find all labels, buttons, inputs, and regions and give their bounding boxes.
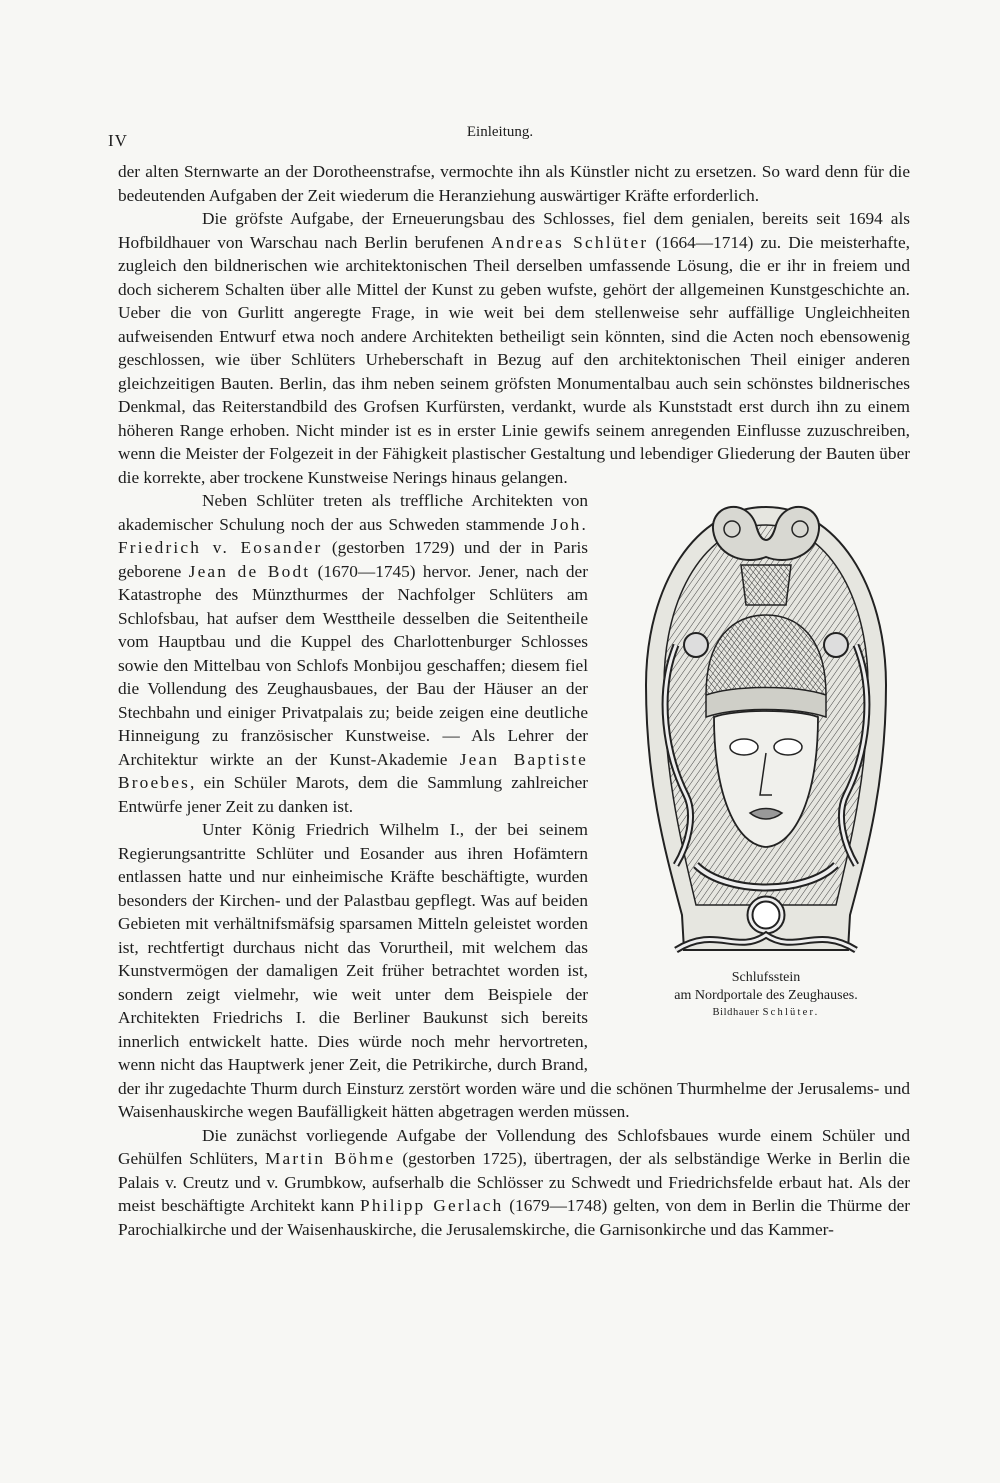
figure-caption-title: Schlufsstein xyxy=(731,970,801,985)
paragraph-5 xyxy=(118,1124,910,1242)
name-martin-boehme: Martin Böhme xyxy=(264,1149,396,1168)
name-broebes: Jean Baptiste Broebes xyxy=(118,749,588,792)
paragraph-1: der alten Sternwarte an der Dorotheenstrafse, vermochte ihn als Künstler nicht zu ersetzen. So ward denn für die bedeutenden Aufgaben der Zeit wiederum die Heranziehung auswärtiger Kräfte erforderlich. xyxy=(118,162,910,205)
running-head: Einleitung. xyxy=(466,124,534,140)
keystone-medusa-illustration xyxy=(636,495,896,965)
figure-caption-credit-prefix: Bildhauer xyxy=(712,1007,760,1018)
figure-caption-credit-name: Schlüter. xyxy=(762,1007,820,1018)
paragraph-5-part-c: (1679—1748) gelten, von dem in Berlin die Thürme der Parochialkirche und der Waisenhauskirche, die Jerusalemskirche, die Garnisonkirche und das Kammer- xyxy=(118,1196,911,1239)
name-andreas-schlueter: Andreas Schlüter xyxy=(490,232,649,252)
name-eosander: Joh. Friedrich v. Eosander xyxy=(118,514,588,557)
paragraph-5-part-a: Die zunächst vorliegende Aufgabe der Vollendung des Schlofsbaues wurde einem Schüler und Gehülfen Schlüters, xyxy=(118,1125,910,1168)
figure-caption-credit xyxy=(608,1005,924,1021)
name-philipp-gerlach: Philipp Gerlach xyxy=(360,1196,504,1215)
paragraph-5-part-b: (gestorben 1725), übertragen, der als selbständige Werke in Berlin die Palais v. Creutz und v. Grumbkow, aufserhalb die Schlösser zu Schwedt und Friedrichsfelde erbaut hat. Als der meist beschäftigte Architekt kann xyxy=(118,1149,910,1215)
paragraph-3-part-b: (gestorben 1729) und der in Paris geborene xyxy=(118,538,588,581)
paragraph-2 xyxy=(118,207,910,489)
paragraph-4: Unter König Friedrich Wilhelm I., der bei seinem Regierungsantritte Schlüter und Eosander aus ihren Hofämtern entlassen hatte und nur einheimische Kräfte beschäftigte, wurden besonders der Kirchen- und der Palastbau gepflegt. Was auf beiden Gebieten mit verhältnifsmäfsig sparsamen Mitteln geleistet worden ist, rechtfertigt durchaus nicht das Vorurtheil, mit welchem das Kunstvermögen der damaligen Zeit früher betrachtet worden ist, sondern zeigt vielmehr, wie weit unter dem Beispiele der Architekten Friedrichs I. die Berliner Baukunst sich bereits innerlich entwickelt hatte. Dies würde noch mehr hervortreten, wenn nicht das Hauptwerk jener Zeit, die Petrikirche, durch Brand, der ihr zugedachte Thurm durch Einsturz zerstört worden wäre und die schönen Thurmhelme der Jerusalems- und Waisenhauskirche wegen Baufälligkeit hätten abgetragen werden müssen. xyxy=(118,820,910,1121)
paragraph-2-part-b: (1664—1714) zu. Die meisterhafte, zugleich den bildnerischen wie architektonischen Theil derselben umfassende Lösung, die er ihr in freiem und doch sicherem Schalten über alle Mittel der Kunst zu geben wufste, gehört der allgemeinen Kunstgeschichte an. Ueber die von Gurlitt angeregte Frage, in wie weit bei dem stellenweise sehr auffällige Ungleichheiten aufweisenden Entwurf etwa noch andere Architekten betheiligt sein könnten, sind die Acten noch ebensowenig geschlossen, wie über Schlüters Urheberschaft in Bezug auf den architektonischen Theil einiger anderen gleichzeitigen Bauten. Berlin, das ihm neben seinem gröfsten Monumentalbau auch sein schönstes bildnerisches Denkmal, das Reiterstandbild des Grofsen Kurfürsten, verdankt, wurde als Kunststadt erst durch ihn zu einem höheren Range erhoben. Nicht minder ist es in erster Linie gewifs seinem anregenden Einflusse zuzuschreiben, wenn die Meister der Folgezeit in der Fähigkeit plastischer Gestaltung und lebendiger Gliederung der Bauten über die korrekte, aber trockene Kunstweise Nerings hinaus gelangen. xyxy=(118,232,910,487)
paragraph-3-part-a: Neben Schlüter treten als treffliche Architekten von akademischer Schulung noch der aus Schweden stammende xyxy=(118,491,588,534)
paragraph-2-part-a: Die gröfste Aufgabe, der Erneuerungsbau des Schlosses, fiel dem genialen, bereits seit 1694 als Hofbildhauer von Warschau nach Berlin berufenen xyxy=(118,209,910,252)
page-number: IV xyxy=(108,131,128,150)
paragraph-3-part-c: (1670—1745) hervor. Jener, nach der Katastrophe des Münzthurmes der Nachfolger Schlüters am Schlofsbau, hat aufser dem Westtheile desselben die Seitentheile vom Hauptbau und die Kuppel des Charlottenburger Schlosses sowie den Mittelbau von Schlofs Monbijou geschaffen; diesem fiel die Vollendung des Zeughausbaues, der Bau der Häuser an der Stechbahn und einiger Privatpalais zu; beide zeigen eine deutliche Hinneigung zu französischer Kunstweise. — Als Lehrer der Architektur wirkte an der Kunst-Akademie xyxy=(118,561,588,769)
figure-keystone xyxy=(608,495,924,1051)
body-text xyxy=(118,160,910,1241)
figure-caption-subtitle: am Nordportale des Zeughauses. xyxy=(674,988,858,1003)
name-jean-de-bodt: Jean de Bodt xyxy=(188,561,311,581)
paragraph-3-part-d: , ein Schüler Marots, dem die Sammlung zahlreicher Entwürfe jener Zeit zu danken ist. xyxy=(118,773,588,816)
